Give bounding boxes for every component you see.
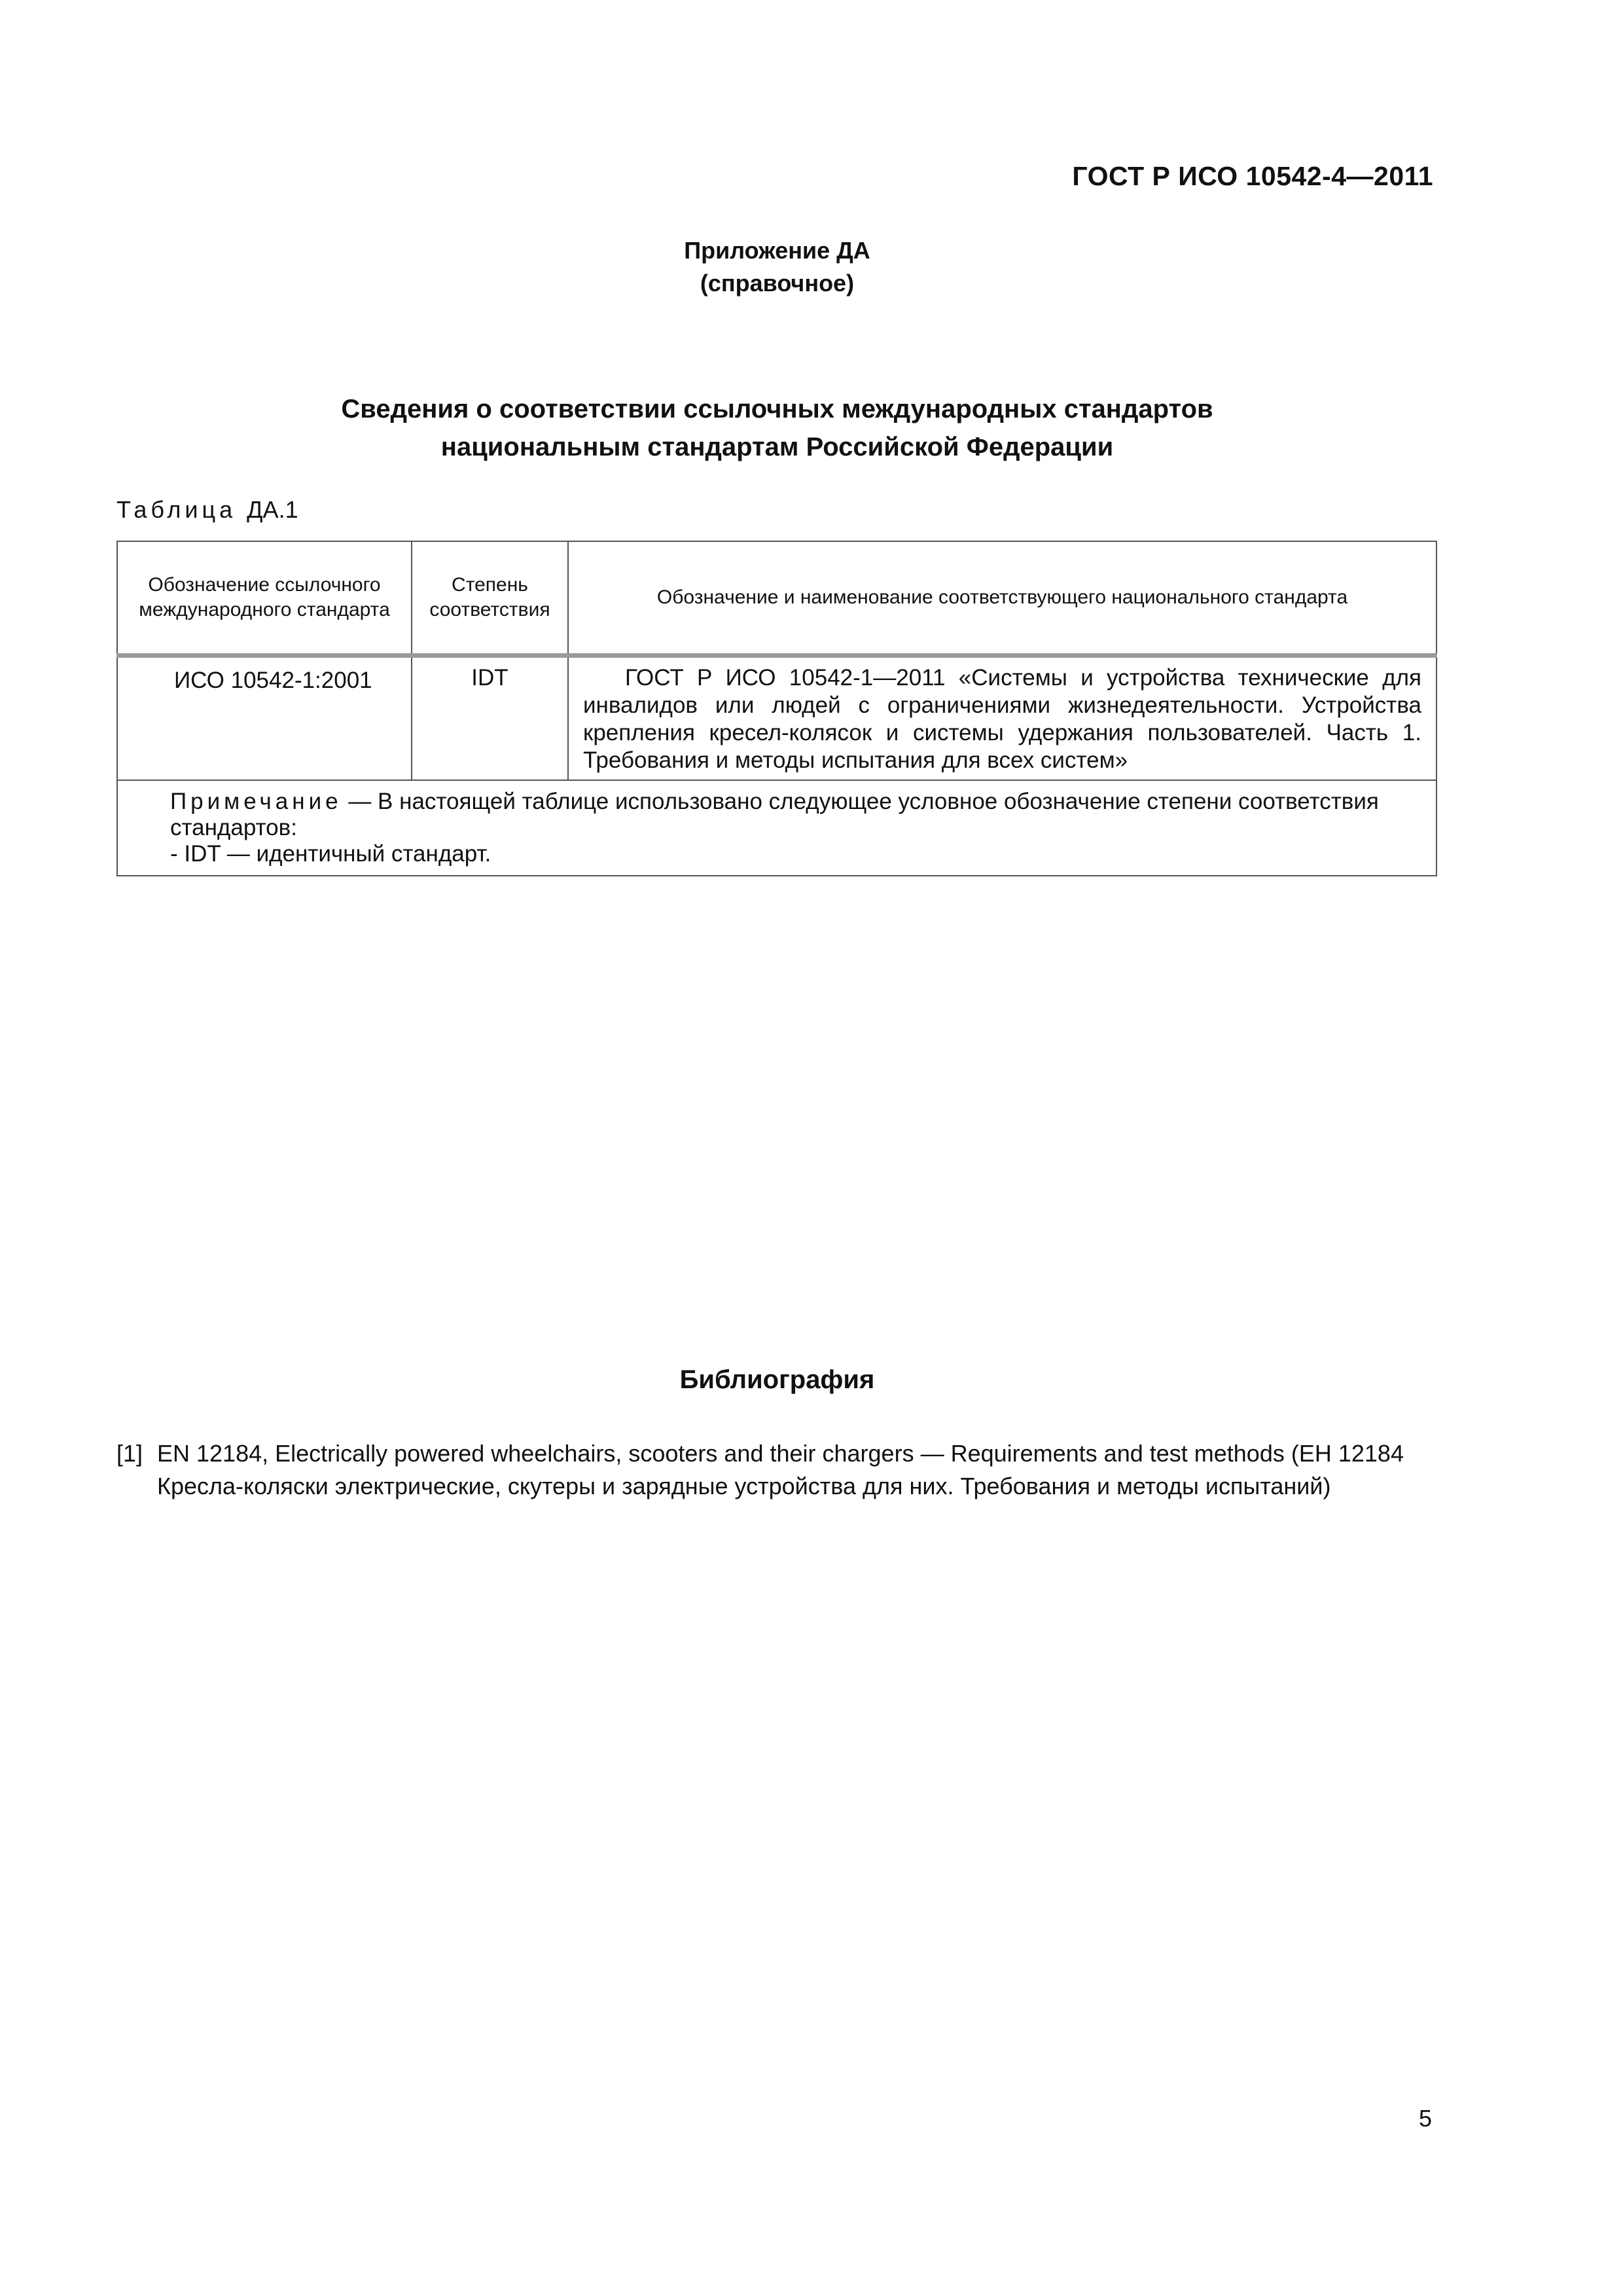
bibliography-entry-line-2: Кресла-коляски электрические, скутеры и зарядные устройства для них. Требования и методы испытаний) xyxy=(157,1473,1331,1499)
bibliography-entry-line-1: EN 12184, Electrically powered wheelchairs, scooters and their chargers — Requirements and test methods (ЕН 12184 xyxy=(157,1440,1404,1467)
bibliography-title: Библиография xyxy=(679,1365,875,1394)
section-title-line-2: национальным стандартам Российской Федерации xyxy=(440,433,1114,461)
cell-degree: IDT xyxy=(412,656,568,781)
reference-standards-table xyxy=(116,541,1437,876)
table-note xyxy=(117,780,1436,876)
bibliography-entry xyxy=(116,1437,1438,1503)
annex-title: Приложение ДА xyxy=(684,237,870,264)
table-row xyxy=(117,656,1436,781)
table-caption-number: ДА.1 xyxy=(247,496,298,523)
annex-type: (справочное) xyxy=(700,270,855,296)
table-note-row xyxy=(117,780,1436,876)
document-code: ГОСТ Р ИСО 10542-4—2011 xyxy=(1072,161,1433,191)
table-header-row xyxy=(117,541,1436,656)
cell-national-standard xyxy=(568,656,1436,781)
bibliography-entry-index: [1] xyxy=(116,1440,143,1467)
table-caption-label: Таблица xyxy=(116,496,237,523)
note-item: - IDT — идентичный стандарт. xyxy=(170,841,491,867)
national-standard-text: ГОСТ Р ИСО 10542-1—2011 «Системы и устройства технические для инвалидов или людей с ограничениями жизнедеятельности. Устройства крепления кресел-колясок и системы удержания пользователей. Часть 1. Требования и методы испытания для всех систем» xyxy=(583,665,1421,773)
table-caption xyxy=(116,496,298,524)
note-label: Примечание xyxy=(170,789,342,814)
cell-ref-standard: ИСО 10542-1:2001 xyxy=(117,656,412,781)
page-number: 5 xyxy=(1418,2105,1432,2132)
header-degree: Степень соответствия xyxy=(412,541,568,656)
header-ref-standard: Обозначение ссылочного международного стандарта xyxy=(117,541,412,656)
note-text: — В настоящей таблице использовано следующее условное обозначение степени соответствия стандартов: xyxy=(170,789,1379,840)
section-title-line-1: Сведения о соответствии ссылочных международных стандартов xyxy=(341,395,1213,423)
header-national-standard: Обозначение и наименование соответствующего национального стандарта xyxy=(568,541,1436,656)
